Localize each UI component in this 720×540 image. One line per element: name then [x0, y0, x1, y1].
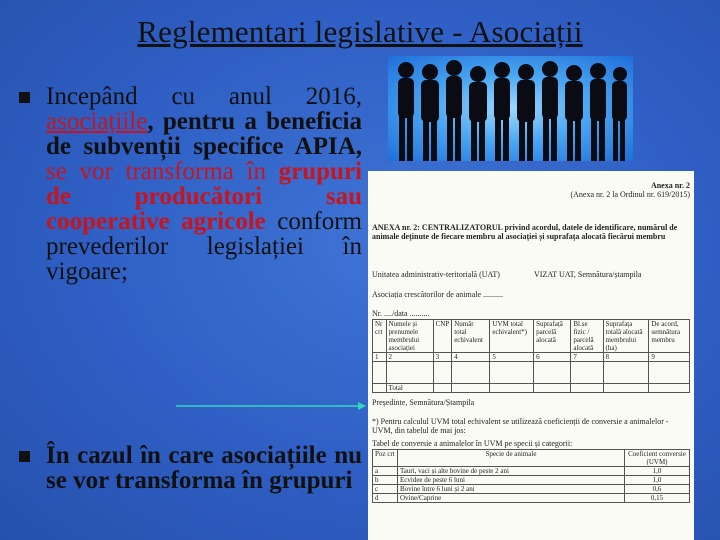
conversion-table-title: Tabel de conversie a animalelor în UVM pe specii și categorii: [372, 439, 573, 448]
table-cell: a [373, 467, 398, 476]
table-cell [571, 384, 603, 393]
p1-text-3: , pentru a beneficia de subvenții specifice APIA, [46, 108, 362, 160]
table-cell: 1,0 [625, 467, 690, 476]
table-header-cell: Suprafața totală alocată membrului (ha) [603, 320, 649, 353]
table-cell: Bovine între 6 luni și 2 ani [398, 485, 625, 494]
arrow-connector [176, 401, 366, 411]
table-header-cell: Poz crt [373, 450, 398, 467]
bullet-marker [19, 451, 30, 462]
table-header-cell: Coeficient conversie (UVM) [625, 450, 690, 467]
table-cell [433, 384, 452, 393]
p1-associations: asociațiile [46, 108, 148, 135]
uvm-note: *) Pentru calculul UVM total echivalent se utilizează coeficienții de conversie a animalelor - UVM, din tabelul de mai jos: [372, 417, 669, 435]
table-cell: 2 [386, 353, 433, 362]
table-cell [571, 362, 603, 384]
table-cell: c [373, 485, 398, 494]
table-cell: 5 [490, 353, 534, 362]
table-cell [490, 384, 534, 393]
table-cell [649, 384, 690, 393]
paragraph-1 [46, 84, 362, 284]
table-cell [373, 362, 387, 384]
table-cell [386, 362, 433, 384]
table-cell [649, 362, 690, 384]
people-silhouettes-image [388, 56, 633, 161]
table-header-cell: Numele și prenumele membrului asociației [386, 320, 433, 353]
annex-label: Anexa nr. 2 [650, 181, 690, 190]
slide-title: Reglementari legislative - Asociații [137, 14, 583, 49]
table-cell [534, 384, 571, 393]
table-header-cell: Bl.se fizic / parcelă alocată [571, 320, 603, 353]
table-cell: d [373, 494, 398, 503]
table-cell [603, 384, 649, 393]
president-signature: Președinte, Semnătura/Ștampila [372, 398, 475, 407]
table-row [373, 485, 690, 494]
association-label: Asociația crescătorilor de animale .......... [372, 290, 504, 299]
table-cell: 0,6 [625, 485, 690, 494]
p1-text-6: conform prevederilor legislației în vigoare; [46, 208, 362, 285]
annex-reference: (Anexa nr. 2 la Ordinul nr. 619/2015) [570, 190, 690, 199]
table-cell: 7 [571, 353, 603, 362]
p1-producer-groups: grupuri de producători sau cooperative agricole [46, 158, 362, 235]
table-header-cell: UVM total echivalent*) [490, 320, 534, 353]
table-cell: 4 [452, 353, 490, 362]
table-cell: 6 [534, 353, 571, 362]
table-header-cell: Specie de animale [398, 450, 625, 467]
document-heading: ANEXA nr. 2: CENTRALIZATORUL privind acordul, datele de identificare, numărul de animale deținute de fiecare membru al asociației și suprafața alocată fiecărui membru [372, 223, 678, 241]
table-cell [373, 384, 387, 393]
table-cell [490, 362, 534, 384]
table-cell: Tauri, vaci și alte bovine de peste 2 ani [398, 467, 625, 476]
table-cell: 1,0 [625, 476, 690, 485]
p1-text-1: Incepând cu anul 2016, [46, 83, 362, 110]
table-cell [452, 362, 490, 384]
paragraph-2: În cazul în care asociațiile nu se vor transforma în grupuri [46, 442, 362, 494]
table-row [373, 494, 690, 503]
table-cell [534, 362, 571, 384]
table-cell: 0,15 [625, 494, 690, 503]
total-label: Total [386, 384, 433, 393]
table-cell [433, 362, 452, 384]
p1-text-4: se vor transforma în [46, 158, 279, 185]
table-header-cell: Nr crt [373, 320, 387, 353]
table-row [373, 320, 690, 353]
table-cell: 8 [603, 353, 649, 362]
table-cell: Ecvidee de peste 6 luni [398, 476, 625, 485]
table-cell: 1 [373, 353, 387, 362]
uat-label: Unitatea administrativ-teritorială (UAT) [372, 270, 500, 279]
table-header-cell: Număr total echivalent [452, 320, 490, 353]
table-header-cell: CNP [433, 320, 452, 353]
bullet-marker [19, 92, 30, 103]
number-date-label: Nr. ..../data .......... [372, 309, 430, 318]
people-silhouettes-icon [388, 56, 633, 161]
table-row [373, 384, 690, 393]
table-cell [452, 384, 490, 393]
vizat-label: VIZAT UAT, Semnătura/ștampila [534, 270, 642, 279]
table-cell: b [373, 476, 398, 485]
conversion-table [372, 449, 690, 503]
table-row [373, 362, 690, 384]
table-row [373, 450, 690, 467]
table-cell: 3 [433, 353, 452, 362]
document-scan [368, 171, 694, 540]
table-row [373, 476, 690, 485]
table-cell: Ovine/Caprine [398, 494, 625, 503]
members-table [372, 319, 690, 393]
table-header-cell: De acord, semnătura membru [649, 320, 690, 353]
table-header-cell: Suprafață parcelă alocată [534, 320, 571, 353]
table-row [373, 467, 690, 476]
table-cell: 9 [649, 353, 690, 362]
table-row [373, 353, 690, 362]
table-cell [603, 362, 649, 384]
